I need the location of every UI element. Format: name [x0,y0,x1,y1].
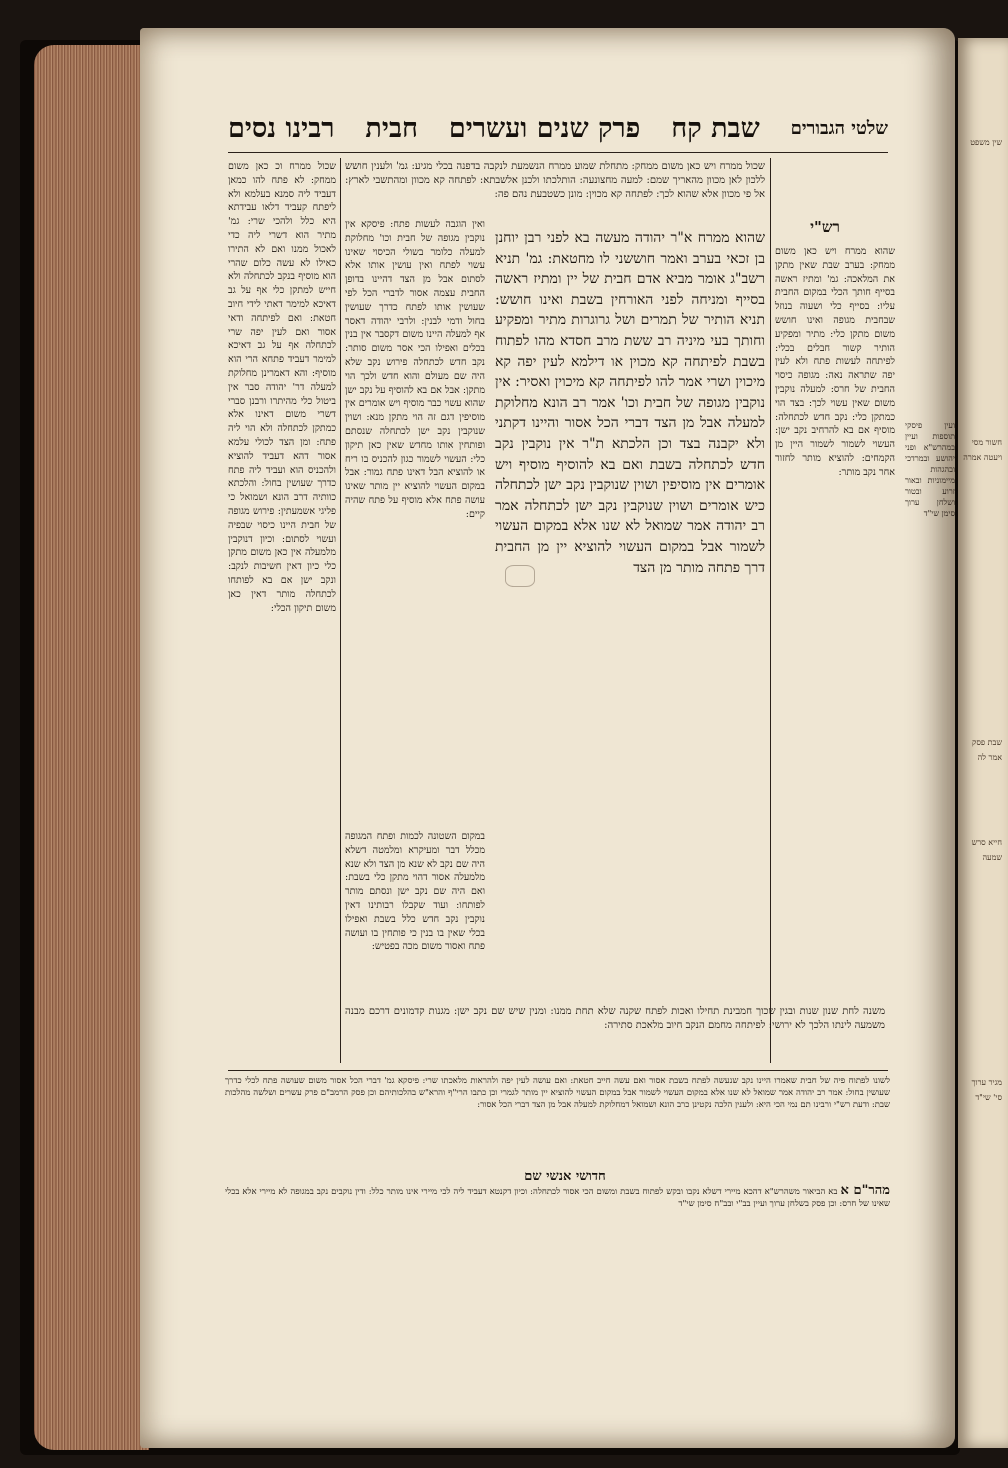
column-divider [340,158,341,1063]
top-commentary: שכול ממרח ויש כאן משום ממחק: מתחלת שמוע ממרח הנשמעת לנקבה בדפנה בכלי מגיע: גמ' ולענין חושש ללכון לאן מכוון מהאריך שמם: למעה מחצונעה: הותלכתו ולכנן אלשבתא: לפתחה קא מכוון ומהתשבי לארץ: אל פי מכוון אלא שהוא לכך: לפתחה קא מכוין: מונן כשטבעת נהם פה: [345,161,765,200]
lower-notes: במקום השטונה לכמות ופתח המגופה מכלל דבר ומעיקרא ומלמטה דשלא היה שם נקב לא שנא מן הצד ולא שנא מלמעלה אסור דהוי מתקן כלי בשבת: ואם היה שם נקב ישן ונסתם מותר לפותחו: ועוד שקבלו רבותינו דאין נוקבין נקב חדש כלל בשבת ואפילו בכלי שאין בו בנין כי פותחין בו ועושה פתח ואסור משום מכה בפטיש: [345,831,485,953]
next-page-stub: סי' שי"ד [975,1093,1002,1102]
next-page-edge [958,38,1008,1448]
running-head-left-title: שלטי הגבורים [790,117,888,139]
margin-notes: ועין פיסקי תוספות ועיין במהרש"א ופני יהושע ובמרדכי ובהגהות מיימוניות ובאור זרוע ובטור ושלחן ערוך סימן שי"ד [905,421,955,518]
running-head [228,105,888,151]
running-head-right-title: רבינו נסים [228,112,335,144]
page-edges [34,45,149,1450]
header-rule [228,152,888,153]
next-page-stub: אמר לה [977,753,1002,762]
next-page-stub: שמעה [982,853,1002,862]
running-head-chapter-name: חבית [365,112,418,144]
rashi-heading: רש"י [810,218,840,236]
next-page-stub: חייא סרש [971,838,1002,847]
next-page-stub: ויעטה אמרה [963,453,1002,462]
pencil-mark [505,565,535,587]
maharam-notes [225,1185,890,1230]
ran-commentary: שכול ממרח וכ כאן משום ממחק: לא פתח להו כמאן דעביד ליה סמנא בעלמא ולא ליפתח קעביד דלאו עבידתא היא כלל ולהכי שרי: גמ' מתיר הוא דשרי ליה כדי לאכול ממנו ואם לא התירו כאילו לא עשה כלום שהרי הוא מוסיף בנקב לכתחלה ולא חייש למתקן כלי אף על גב דאיכא למימר דאתי לידי חיוב חטאת: ואם לפיתחה ודאי אסור ואם לעין יפה שרי לכתחלה אף על גב דאיכא למימר דעביד פתחא הרי הוא מוסיף: והא דאמרינן מחלוקת למעלה דר' יהודה סבר אין ביטול כלי מהיתרו ורבנן סברי דשרי משום דאינו אלא כמתקן לכתחלה ולא הוי ליה פתח: ומן הצד לכולי עלמא אסור דהא דעביד להוציא ולהכניס הוא ועביד ליה פתח כדרך שעושין בחול: והלכתא כוותיה דרב הונא ושמואל כי פליגי אשמעתין: פירוש מגופה של חבית היינו כיסוי שבפיה ועשוי לסתום: וכיון דנוקבין מלמעלה אין כאן משום מתקן כלי כיון דאין חשיבות לנקב: ונקב ישן אם בא לפותחו לכתחלה מותר דאין כאן משום תיקון הכלי: [228,161,336,614]
next-page-stub: חשור מסי [971,438,1002,447]
next-page-stub: שבת פסק [972,738,1002,747]
ein-mishpat-notes: משנה לחת שנון שנות ובגין שכוך חמבינת תחילו ואכות לפתח שקנה שלא תחת ממנו: ומנין שיש שם נקב ישן: מגנות קדמונים דרכם מבנה משמעה לינתו הלכך לא ירושי: לפיתחה מחמם הנקב חיוב מלאכת סתירה: [345,1006,885,1031]
running-head-folio: שבת קח [671,112,760,144]
drashei-title: חדושי אנשי שם [524,1169,606,1184]
running-head-chapter-number: פרק שנים ועשרים [448,112,641,144]
column-divider [770,158,771,1063]
rashi-commentary: שהוא ממרח ויש כאן משום ממחק: בערב שבת שאין מתקן את המלאכה: גמ' ומתיז ראשה בסייף חותך הכלי במקום החבית עליו: בסייף כלי ושעוה בנוזל שבחבית מגופה ואינו חושש משום מתקן כלי: מתיר ומפקיע הותיר קשור חבלים בכלי: לפיתחה לעשות פתח ולא לעין יפה שתראה נאה: מגופה כיסוי החבית של חרס: למעלה נוקבין משום שאין עשוי לכך: בצד הוי כמתקן כלי: נקב חדש לכתחלה: מוסיף אם בא להרחיב נקב ישן: העשוי לשמור לשמור היין מן הקמחים: להוציא מותר לחזור אחר נקב מותר: [775,246,895,478]
gemara-main-text: שהוא ממרח א"ר יהודה מעשה בא לפני רבן יוחנן בן זכאי בערב ואמר חוששני לו מחטאת: גמ' תניא רשב"ג אומר מביא אדם חבית של יין ומתיז ראשה בסייף ומניחה לפני האורחין בשבת ואינו חושש: תניא הותיר של תמרים ושל גרוגרות מתיר ומפקיע וחותך בעי מיניה רב ששת מרב חסדא מהו לפתוח בשבת לפיתחה קא מכוין או דילמא לעין יפה קא מיכוין ושרי אמר להו לפיתחה קא מיכוין ואסיר: אין נוקבין מגופה של חבית וכו' אמר רב הונא מחלוקת למעלה אבל מן הצד דברי הכל אסור והיינו דקתני ולא יקבנה בצד וכן הלכתא ת"ר אין נוקבין נקב חדש לכתחלה בשבת ואם בא להוסיף מוסיף ויש אומרים אין מוסיפין ושוין שנוקבין נקב ישן לכתחלה כיש אומרים ושוין שנוקבין נקב ישן לכתחלה אמר רב יהודה אמר שמואל לא שנו אלא במקום העשוי לשמור אבל במקום העשוי להוציא יין מן החבית דרך פתחה מותר מן הצד [495,230,765,576]
next-page-stub: מגיר ערוך [971,1078,1002,1087]
maharam-label: מהר"ם א [840,1183,890,1198]
bottom-notes: לשונו לפתוח פיה של חבית שאמרו היינו נקב שנעשה לפתח בשבת אסור ואם עשה חייב חטאת: ואם עושה לעין יפה ולהראות מלאכתו שרי: פיסקא גמ' דברי הכל אסור משום שעושה פתח לכלי כדרך שעושין בחול: אמר רב יהודה אמר שמואל לא שנו אלא במקום העשוי לשמור אבל במקום העשוי להוציא יין מותר לגמרי וכן כתבו הרי"ף והרא"ש בהלכותיהם וכן פסק הרמב"ם פרק עשרים ושלשה מהלכות שבת: ודעת רש"י ורבינו תם נמי הכי היא: ולענין הלכה נקטינן כרב הונא ושמואל דמחלוקת למעלה אבל מן הצד דברי הכל אסור: [225,1076,890,1110]
maharam-text: בא הביאור משהרש"א דהכא מיירי דשלא נקבו ובקש לפתוח בשבת ומשום הכי אסור לכתחלה: וכיון דקנטא דעביד ליה לכי מיירי אינו מותר כלל: ודין נוקבים נקב במגופה לא מיירי אלא בכלי שאינו של חרס: וכן פסק בשלחן ערוך ועיין בב"י ובב"ח סימן שי"ד [225,1187,890,1209]
tosafot-commentary: ואין הוגבה לעשות פתח: פיסקא אין נוקבין מגופה של חבית וכו' מחלוקת למעלה כלומר בשולי הכיסוי שאינו עשוי לפתח ואין עושין אותו אלא לסתום אבל מן הצד דהיינו בדופן החבית עצמה אסור לדברי הכל לפי שעושין אותו לפתח כדרך שעושין בחול ודמי לבנין: ולרבי יהודה דאסר אף למעלה היינו משום דקסבר אין בנין בכלים ואפילו הכי אסר משום סותר: נקב חדש לכתחלה פירוש נקב שלא היה שם מעולם והוא חדש ולכך הוי מתקן: אבל אם בא להוסיף על נקב ישן שהוא עשוי כבר מוסיף ויש אומרים אין מוסיפין דגם זה הוי מתקן מנא: ושוין שנוקבין נקב ישן לכתחלה שנסתם ופותחין אותו מחדש שאין כאן תיקון כלי: העשוי לשמור כגון להכניס בו ריח או להוציא הבל דאינו פתח גמור: אבל במקום העשוי להוציא יין מותר שאינו עושה פתח אלא מוסיף על פתח שהיה קיים: [345,219,485,520]
next-page-stub: שין משפט [970,138,1002,147]
